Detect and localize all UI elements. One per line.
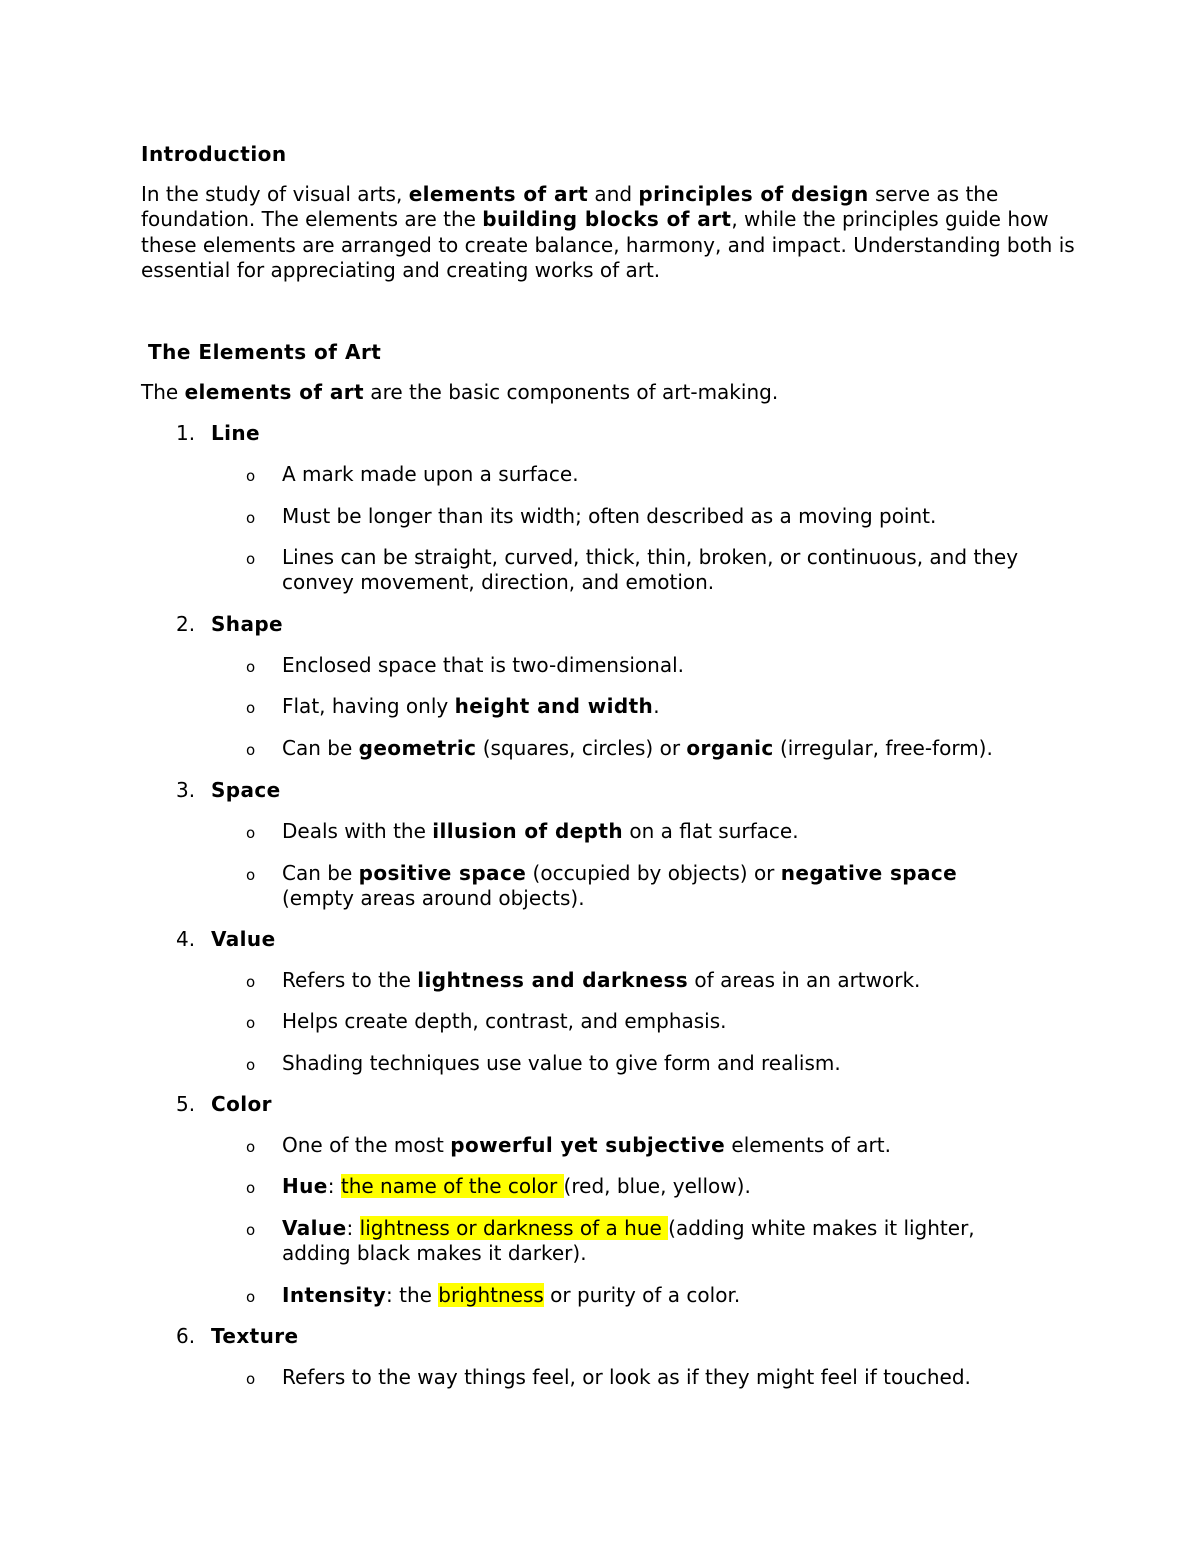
item-number: 1. xyxy=(176,421,196,445)
bullet-marker: o xyxy=(246,1014,256,1032)
item-number: 6. xyxy=(176,1324,196,1348)
item-title-texture: Texture xyxy=(211,1324,299,1348)
highlighted-text: lightness or darkness of a hue xyxy=(359,1216,669,1240)
list-item: Intensity: the brightness or purity of a color. xyxy=(282,1283,741,1307)
list-item: Can be geometric (squares, circles) or organic (irregular, free-form). xyxy=(282,736,993,760)
bullet-marker: o xyxy=(246,973,256,991)
list-item: Deals with the illusion of depth on a flat surface. xyxy=(282,819,799,843)
item-title-space: Space xyxy=(211,778,281,802)
bullet-marker: o xyxy=(246,1221,256,1239)
list-item: Helps create depth, contrast, and emphasis. xyxy=(282,1009,727,1033)
list-item: Refers to the way things feel, or look as if they might feel if touched. xyxy=(282,1365,971,1389)
bullet-marker: o xyxy=(246,824,256,842)
list-item: Can be positive space (occupied by objects) or negative space (empty areas around objects). xyxy=(282,861,958,911)
list-item: Flat, having only height and width. xyxy=(282,694,660,718)
list-item: A mark made upon a surface. xyxy=(282,462,579,486)
list-item: Hue: the name of the color (red, blue, yellow). xyxy=(282,1174,751,1198)
bullet-marker: o xyxy=(246,699,256,717)
list-item: Value: lightness or darkness of a hue (adding white makes it lighter, adding black makes it darker). xyxy=(282,1216,975,1266)
list-item: Lines can be straight, curved, thick, thin, broken, or continuous, and they convey movement, direction, and emotion. xyxy=(282,545,1019,595)
list-item: Refers to the lightness and darkness of areas in an artwork. xyxy=(282,968,921,992)
item-title-value: Value xyxy=(211,927,276,951)
bullet-marker: o xyxy=(246,1288,256,1306)
bullet-marker: o xyxy=(246,1370,256,1388)
highlighted-text: the name of the color xyxy=(340,1174,564,1198)
item-number: 5. xyxy=(176,1092,196,1116)
item-number: 4. xyxy=(176,927,196,951)
intro-paragraph: In the study of visual arts, elements of art and principles of design serve as the foundation. The elements are the building blocks of art, while the principles guide how these elements are arranged to create balance, harmony, and impact. Understanding both is essential for appreciating and creating works of art. xyxy=(141,182,1075,282)
bullet-marker: o xyxy=(246,1179,256,1197)
elements-lead: The elements of art are the basic components of art-making. xyxy=(141,380,779,404)
bullet-marker: o xyxy=(246,509,256,527)
list-item: Shading techniques use value to give form and realism. xyxy=(282,1051,841,1075)
bullet-marker: o xyxy=(246,1138,256,1156)
item-title-line: Line xyxy=(211,421,261,445)
list-item: Must be longer than its width; often described as a moving point. xyxy=(282,504,937,528)
bullet-marker: o xyxy=(246,550,256,568)
bullet-marker: o xyxy=(246,467,256,485)
item-title-shape: Shape xyxy=(211,612,284,636)
item-number: 2. xyxy=(176,612,196,636)
intro-heading: Introduction xyxy=(141,142,287,166)
list-item: One of the most powerful yet subjective elements of art. xyxy=(282,1133,891,1157)
item-title-color: Color xyxy=(211,1092,272,1116)
list-item: Enclosed space that is two-dimensional. xyxy=(282,653,685,677)
highlighted-text: brightness xyxy=(438,1283,544,1307)
item-number: 3. xyxy=(176,778,196,802)
bullet-marker: o xyxy=(246,866,256,884)
bullet-marker: o xyxy=(246,741,256,759)
bullet-marker: o xyxy=(246,1056,256,1074)
bullet-marker: o xyxy=(246,658,256,676)
elements-heading: The Elements of Art xyxy=(148,340,382,364)
